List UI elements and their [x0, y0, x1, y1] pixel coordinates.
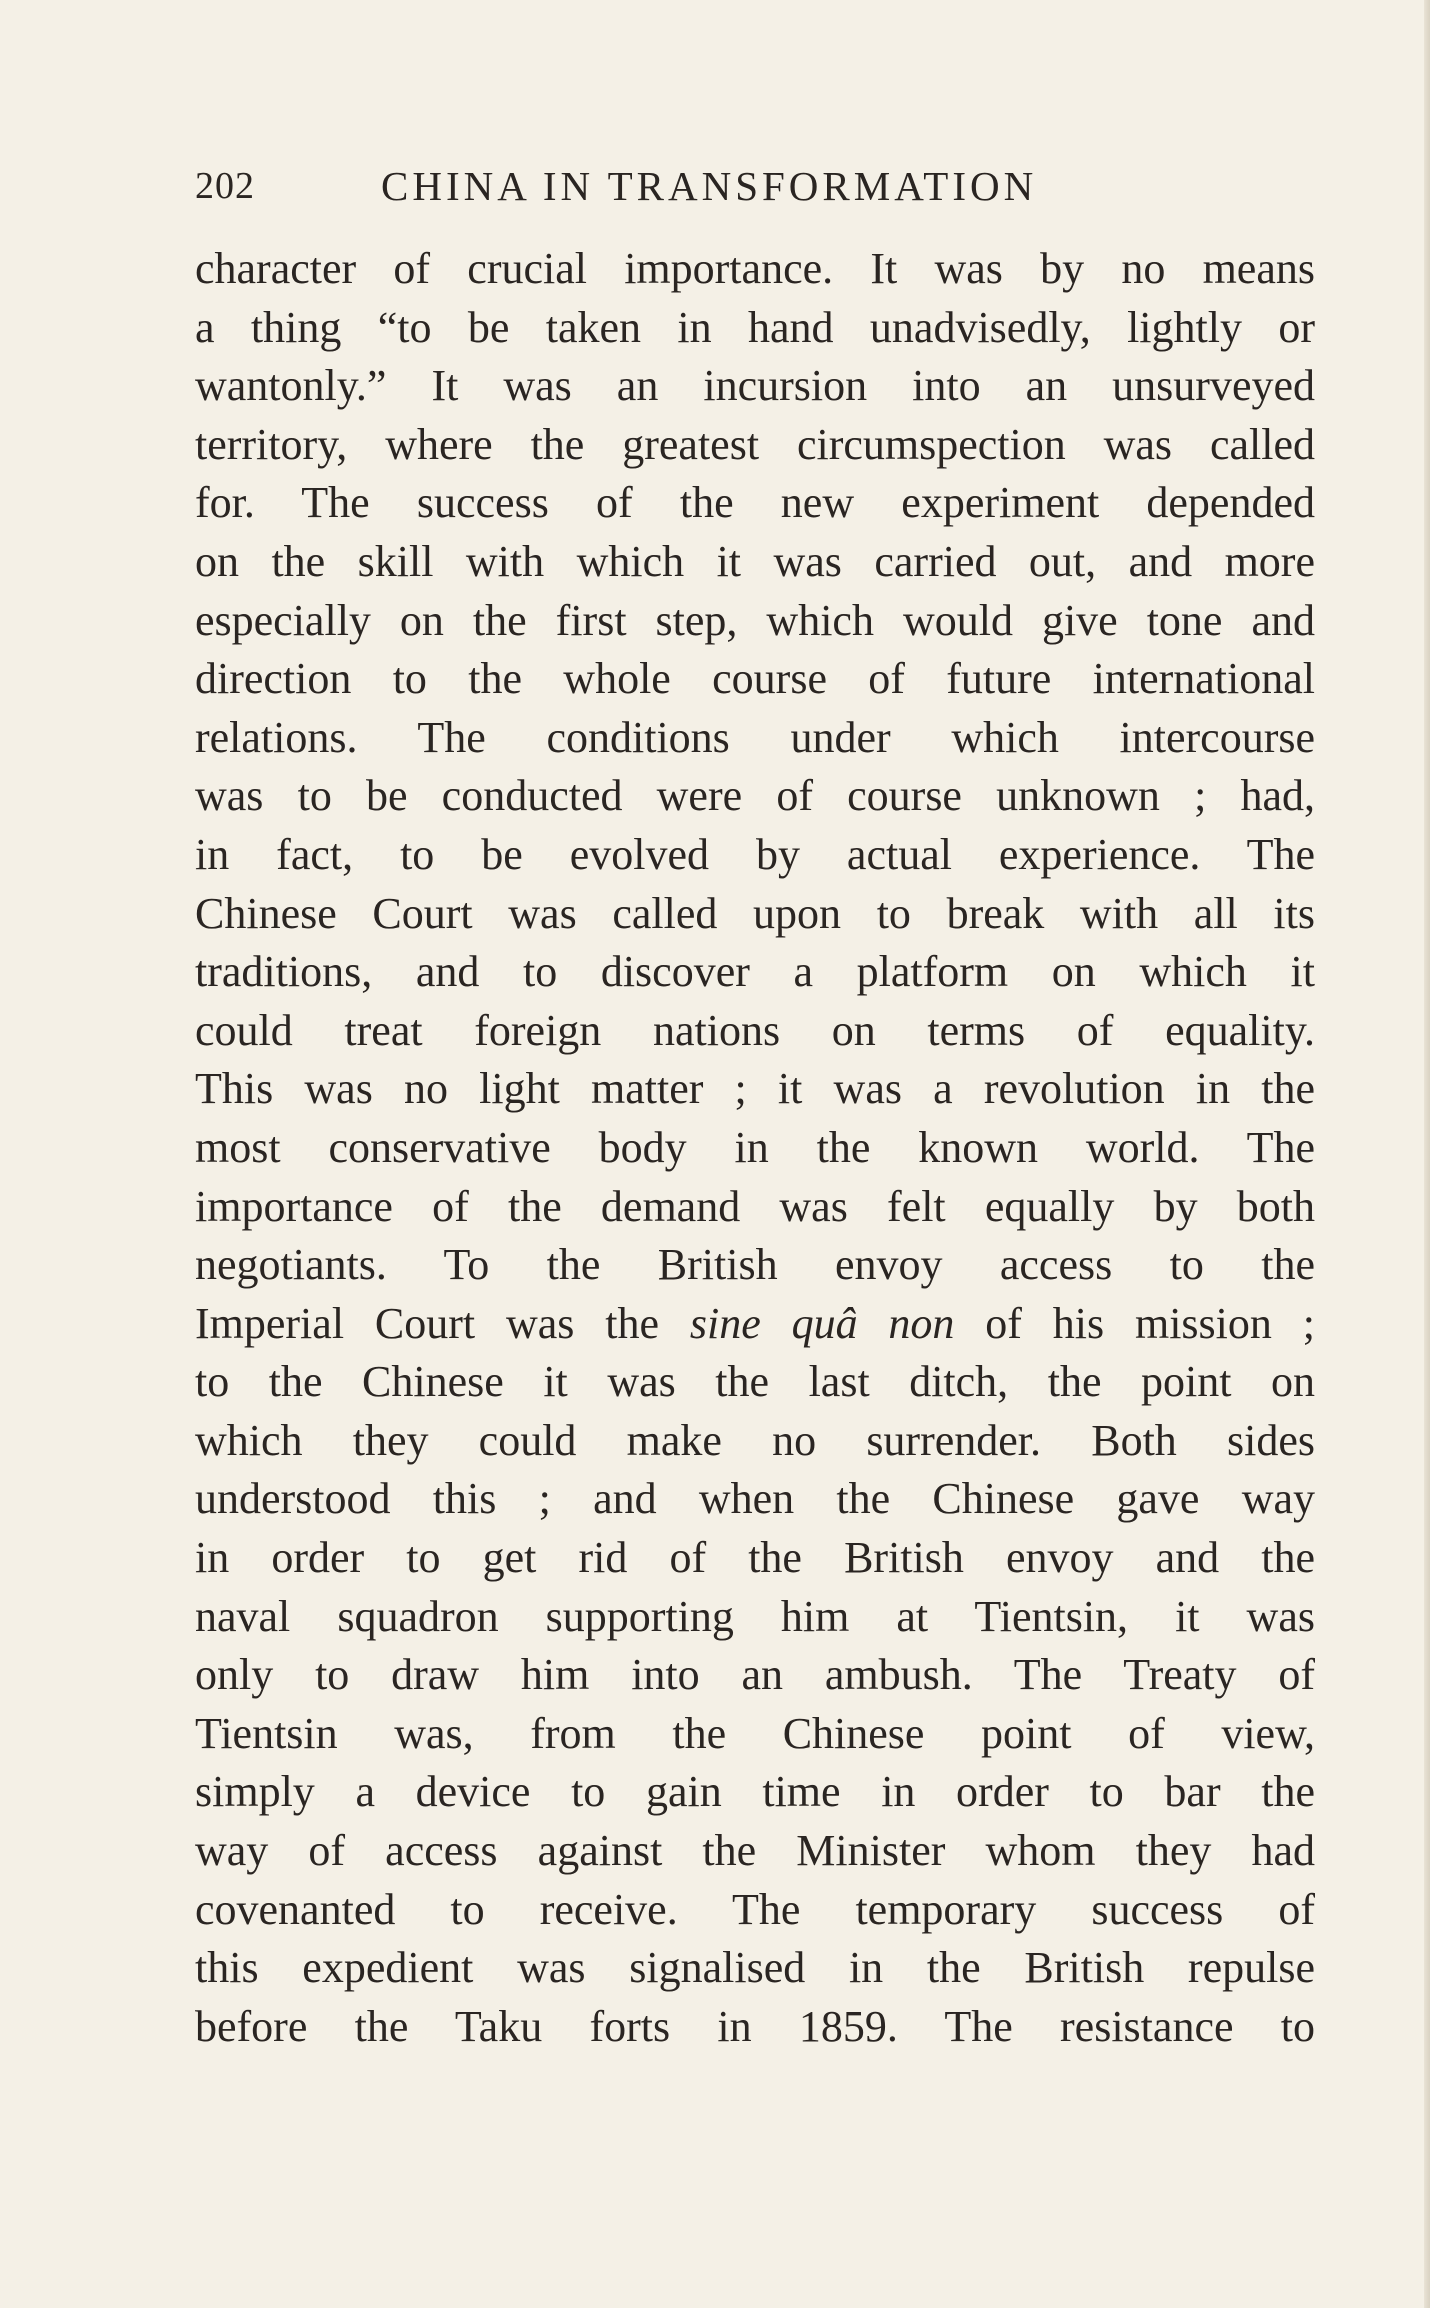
text-line [195, 592, 1315, 651]
text-segment: Tientsin was, from the Chinese point of view, [195, 1708, 1315, 1758]
text-segment: only to draw him into an ambush. The Treaty of [195, 1650, 1315, 1700]
text-segment: relations. The conditions under which intercourse [195, 712, 1315, 762]
text-line [195, 1763, 1315, 1822]
text-line [195, 1588, 1315, 1647]
text-line [195, 1060, 1315, 1119]
text-line [195, 1002, 1315, 1061]
text-segment: of his mission ; [954, 1298, 1315, 1348]
text-line [195, 1939, 1315, 1998]
text-segment: understood this ; and when the Chinese gave way [195, 1474, 1315, 1524]
page-edge-shadow [1424, 0, 1430, 2308]
text-line [195, 1236, 1315, 1295]
text-line [195, 826, 1315, 885]
text-line [195, 416, 1315, 475]
text-segment: direction to the whole course of future international [195, 654, 1315, 704]
text-line [195, 709, 1315, 768]
text-segment: Imperial Court was the [195, 1298, 690, 1348]
text-segment: in order to get rid of the British envoy and the [195, 1533, 1315, 1583]
running-head [195, 150, 1315, 220]
text-segment: this expedient was signalised in the British repulse [195, 1943, 1315, 1993]
text-line [195, 1529, 1315, 1588]
text-line [195, 1881, 1315, 1940]
text-segment: importance of the demand was felt equally by both [195, 1181, 1315, 1231]
body-text [195, 240, 1315, 2056]
text-segment: was to be conducted were of course unknown ; had, [195, 771, 1315, 821]
text-segment: a thing “to be taken in hand unadvisedly, lightly or [195, 302, 1315, 352]
text-line [195, 1470, 1315, 1529]
text-segment: wantonly.” It was an incursion into an unsurveyed [195, 361, 1315, 411]
text-line [195, 1295, 1315, 1354]
text-segment: covenanted to receive. The temporary success of [195, 1884, 1315, 1934]
text-segment: character of crucial importance. It was by no means [195, 244, 1315, 293]
text-segment: could treat foreign nations on terms of equality. [195, 1005, 1315, 1055]
text-segment: most conservative body in the known world. The [195, 1122, 1315, 1172]
text-segment: especially on the first step, which would give tone and [195, 595, 1315, 645]
text-segment: on the skill with which it was carried out, and more [195, 536, 1315, 586]
text-line [195, 533, 1315, 592]
text-segment: territory, where the greatest circumspection was called [195, 419, 1315, 469]
text-line [195, 1646, 1315, 1705]
text-segment: in fact, to be evolved by actual experience. The [195, 829, 1315, 879]
text-segment: before the Taku forts in 1859. The resistance to [195, 2001, 1315, 2051]
text-line [195, 1412, 1315, 1471]
text-line [195, 1353, 1315, 1412]
text-segment: for. The success of the new experiment depended [195, 478, 1315, 528]
text-segment: naval squadron supporting him at Tientsin, it was [195, 1591, 1315, 1641]
text-segment: negotiants. To the British envoy access to the [195, 1240, 1315, 1290]
text-segment: to the Chinese it was the last ditch, the point on [195, 1357, 1315, 1407]
text-line [195, 299, 1315, 358]
text-line [195, 943, 1315, 1002]
text-line [195, 1178, 1315, 1237]
text-line [195, 1705, 1315, 1764]
text-segment: traditions, and to discover a platform on which it [195, 947, 1315, 997]
text-segment: which they could make no surrender. Both sides [195, 1415, 1315, 1465]
text-line [195, 1822, 1315, 1881]
text-line [195, 474, 1315, 533]
text-segment: way of access against the Minister whom they had [195, 1826, 1315, 1876]
text-line [195, 357, 1315, 416]
text-segment: Chinese Court was called upon to break with all its [195, 888, 1315, 938]
text-segment: simply a device to gain time in order to bar the [195, 1767, 1315, 1817]
text-line [195, 240, 1315, 299]
text-line [195, 1119, 1315, 1178]
italic-phrase: sine quâ non [689, 1298, 955, 1348]
text-line [195, 885, 1315, 944]
text-line [195, 650, 1315, 709]
text-segment: This was no light matter ; it was a revolution in the [195, 1064, 1315, 1114]
text-line [195, 1998, 1315, 2057]
page-number: 202 [195, 165, 255, 207]
text-line [195, 767, 1315, 826]
running-title: CHINA IN TRANSFORMATION [381, 163, 1038, 209]
